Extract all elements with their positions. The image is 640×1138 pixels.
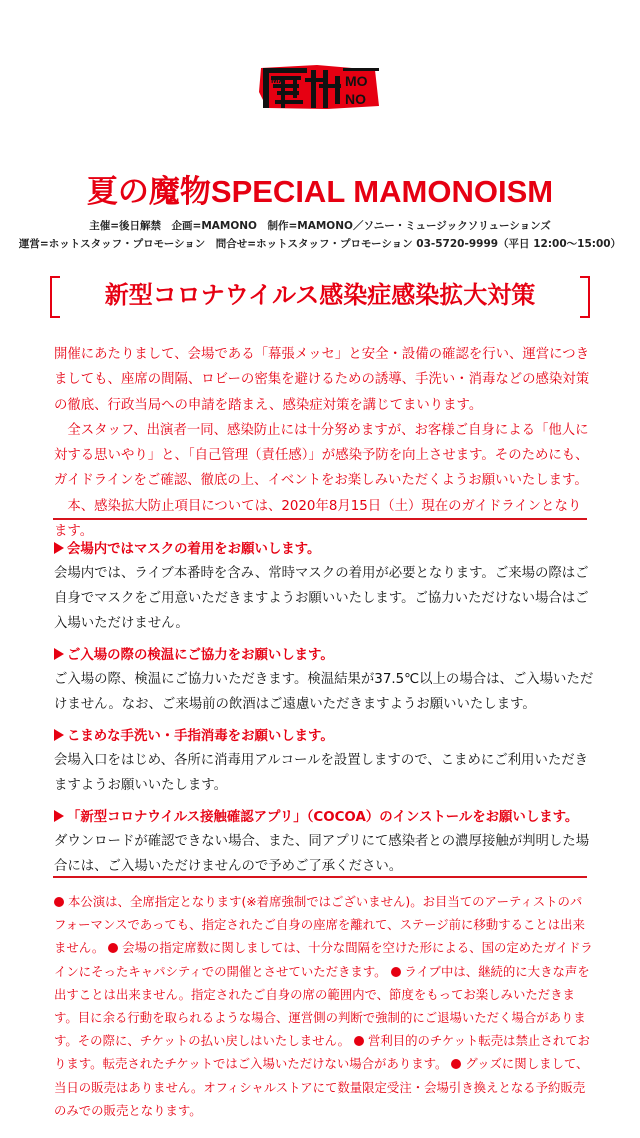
triangle-bullet-icon: [54, 542, 64, 554]
divider: [53, 518, 587, 520]
notes-block: [54, 890, 594, 1122]
triangle-bullet-icon: [54, 729, 64, 741]
mamono-logo: [257, 62, 383, 112]
note-text: 本公演は、全席指定となります(※着席強制ではございません)。お目当てのアーティストのパフォーマンスであっても、指定されたご自身の座席を離れて、ステージ前に移動することは出来ません。: [54, 894, 585, 956]
svg-text:MA: MA: [271, 75, 285, 85]
note-text: ライブ中は、継続的に大きな声を出すことは出来ません。指定されたご自身の席の範囲内で、節度をもってお楽しみいただきます。目に余る行動を取られるような場合、運営側の判断で強制的にご退場いただく場合があります。その際に、チケットの払い戻しはいたしません。: [54, 963, 590, 1049]
intro-paragraph: 開催にあたりまして、会場である「幕張メッセ」と安全・設備の確認を行い、運営につきましても、座席の間隔、ロビーの密集を避けるための誘導、手洗い・消毒などの感染対策の徹底、行政当局への申請を踏まえ、感染症対策を講じてまいります。: [54, 347, 590, 413]
credits-line-2: 運営=ホットスタッフ・プロモーション 問合せ=ホットスタッフ・プロモーション 03-5720-9999（平日 12:00～15:00）: [18, 238, 622, 250]
triangle-bullet-icon: [54, 810, 64, 822]
guideline-heading: [54, 806, 594, 829]
guideline-heading-text: 会場内ではマスクの着用をお願いします。: [67, 542, 321, 557]
guideline-heading-text: こまめな手洗い・手指消毒をお願いします。: [67, 729, 334, 744]
intro-paragraph: 本、感染拡大防止項目については、2020年8月15日（土）現在のガイドラインとなります。: [54, 498, 582, 540]
triangle-bullet-icon: [54, 648, 64, 660]
bullet-dot-icon: [354, 1036, 364, 1046]
heading-text: 新型コロナウイルス感染症感染拡大対策: [104, 281, 536, 309]
covid-measures-heading: [50, 276, 590, 316]
guideline-body: 会場内では、ライブ本番時を含み、常時マスクの着用が必要となります。ご来場の際はご自身でマスクをご用意いただきますようお願いいたします。ご協力いただけない場合はご入場いただけません。: [54, 566, 589, 631]
note-text: グッズに関しまして、当日の販売はありません。オフィシャルストアにて数量限定受注・会場引き換えとなる予約販売のみでの販売となります。: [54, 1056, 589, 1118]
note-text: 会場の指定席数に関しましては、十分な間隔を空けた形による、国の定めたガイドラインにそったキャパシティでの開催とさせていただきます。: [54, 940, 593, 979]
guideline-body: 会場入口をはじめ、各所に消毒用アルコールを設置しますので、こまめにご利用いただきますようお願いいたします。: [54, 753, 589, 793]
logo-latin-bottom: NO: [345, 91, 366, 107]
guideline-body: ご入場の際、検温にご協力いただきます。検温結果が37.5℃以上の場合は、ご入場いただけません。なお、ご来場前の飲酒はご遠慮いただきますようお願いいたします。: [54, 672, 594, 712]
bullet-dot-icon: [108, 943, 118, 953]
bullet-dot-icon: [391, 967, 401, 977]
guideline-item: [54, 806, 594, 879]
bullet-dot-icon: [451, 1059, 461, 1069]
guideline-item: [54, 538, 594, 636]
intro-paragraphs: [54, 342, 594, 544]
logo-latin-top: MO: [345, 73, 368, 89]
guideline-heading: [54, 644, 594, 667]
right-bracket-icon: [580, 276, 590, 318]
guidelines-list: [54, 538, 594, 887]
logo-graphic: [257, 62, 383, 112]
intro-paragraph: 全スタッフ、出演者一同、感染防止には十分努めますが、お客様ご自身による「他人に対する思いやり」と、「自己管理（責任感）」が感染予防を向上させます。そのためにも、ガイドラインをご確認、徹底の上、イベントをお楽しみいただくようお願いいたします。: [54, 422, 589, 489]
divider: [53, 876, 587, 878]
bullet-dot-icon: [54, 897, 64, 907]
guideline-heading: [54, 725, 594, 748]
guideline-heading-text: 「新型コロナウイルス接触確認アプリ」（COCOA）のインストールをお願いします。: [67, 810, 579, 825]
guideline-item: [54, 644, 594, 717]
guideline-item: [54, 725, 594, 798]
guideline-body: ダウンロードが確認できない場合、また、同アプリにて感染者との濃厚接触が判明した場合には、ご入場いただけませんので予めご了承ください。: [54, 834, 590, 874]
guideline-heading-text: ご入場の際の検温にご協力をお願いします。: [67, 648, 334, 663]
guideline-heading: [54, 538, 594, 561]
event-title: 夏の魔物SPECIAL MAMONOISM: [86, 174, 554, 209]
credits-line-1: 主催=後日解禁 企画=MAMONO 制作=MAMONO／ソニー・ミュージックソリューションズ: [89, 220, 551, 232]
note-text: 営利目的のチケット転売は禁止されております。転売されたチケットではご入場いただけない場合があります。: [54, 1033, 590, 1072]
